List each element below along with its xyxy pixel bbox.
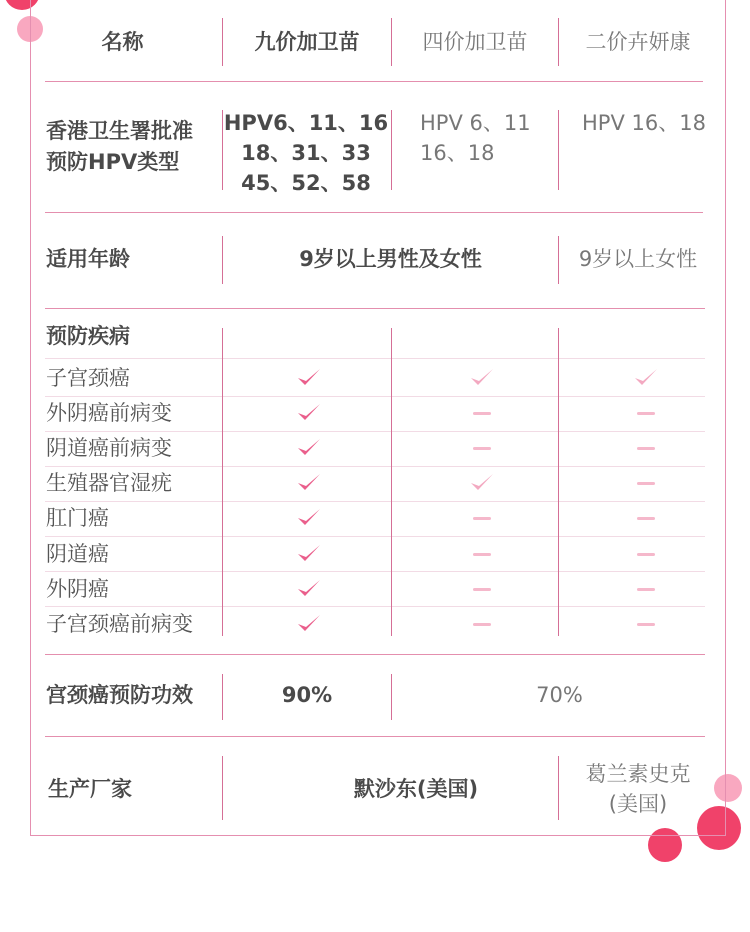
check-icon: [296, 506, 322, 528]
approved-col3-line: HPV 16、18: [582, 111, 706, 135]
dash-icon: [637, 553, 655, 556]
disease-separator: [45, 431, 705, 432]
dash-icon: [637, 623, 655, 626]
dash-icon: [473, 517, 491, 520]
check-icon: [296, 471, 322, 493]
approved-col1-line: 18、31、33: [241, 141, 371, 165]
check-icon: [296, 612, 322, 634]
approved-col1-line: 45、52、58: [241, 171, 371, 195]
approved-label-line1: 香港卫生署批准: [46, 119, 193, 143]
dash-icon: [473, 623, 491, 626]
disease-separator: [45, 501, 705, 502]
col-separator: [558, 110, 559, 190]
manufacturer-col12: 默沙东(美国): [353, 777, 479, 801]
check-icon: [296, 401, 322, 423]
disease-name: 外阴癌: [46, 576, 109, 601]
efficacy-col23: 70%: [536, 683, 583, 707]
row-separator: [45, 308, 705, 309]
dash-icon: [637, 482, 655, 485]
row-separator: [45, 654, 705, 655]
approved-col2-line: 16、18: [420, 141, 495, 165]
check-icon: [633, 366, 659, 388]
manufacturer-col3-line1: 葛兰素史克: [585, 762, 691, 786]
check-icon: [296, 366, 322, 388]
header-name-label: 名称: [101, 30, 144, 54]
col-separator: [222, 328, 223, 636]
dash-icon: [473, 412, 491, 415]
dash-icon: [473, 588, 491, 591]
row-separator: [45, 736, 705, 737]
age-col12: 9岁以上男性及女性: [299, 247, 482, 271]
check-icon: [296, 542, 322, 564]
dash-icon: [637, 447, 655, 450]
disease-name: 阴道癌前病变: [46, 436, 172, 461]
disease-name: 外阴癌前病变: [46, 401, 172, 426]
check-icon: [296, 577, 322, 599]
disease-separator: [45, 536, 705, 537]
col-separator: [391, 328, 392, 636]
approved-label-line2: 预防HPV类型: [46, 150, 180, 174]
disease-name: 生殖器官湿疣: [46, 471, 172, 496]
disease-separator: [45, 606, 705, 607]
check-icon: [469, 471, 495, 493]
dash-icon: [637, 412, 655, 415]
disease-separator: [45, 358, 705, 359]
header-col3: 二价卉妍康: [585, 30, 691, 54]
disease-separator: [45, 466, 705, 467]
efficacy-label: 宫颈癌预防功效: [46, 683, 193, 707]
age-col3: 9岁以上女性: [578, 247, 698, 271]
disease-name: 肛门癌: [46, 506, 109, 531]
row-separator: [45, 212, 703, 213]
manufacturer-label: 生产厂家: [48, 777, 132, 801]
manufacturer-col3-line2: (美国): [608, 792, 668, 816]
disease-separator: [45, 571, 705, 572]
row-separator: [45, 81, 703, 82]
approved-col1-line: HPV6、11、16: [223, 111, 389, 135]
dash-icon: [637, 517, 655, 520]
approved-col2-line: HPV 6、11: [420, 111, 531, 135]
disease-name: 阴道癌: [46, 541, 109, 566]
efficacy-col1: 90%: [281, 683, 333, 707]
check-icon: [296, 436, 322, 458]
dash-icon: [473, 553, 491, 556]
disease-name: 子宫颈癌: [46, 366, 130, 390]
header-col1: 九价加卫苗: [254, 30, 360, 54]
age-label: 适用年龄: [46, 247, 130, 271]
check-icon: [469, 366, 495, 388]
col-separator: [391, 110, 392, 190]
disease-separator: [45, 396, 705, 397]
dash-icon: [473, 447, 491, 450]
col-separator: [558, 328, 559, 636]
disease-name: 子宫颈癌前病变: [46, 611, 193, 636]
header-col2: 四价加卫苗: [422, 30, 528, 54]
diseases-label: 预防疾病: [46, 324, 130, 348]
dash-icon: [637, 588, 655, 591]
